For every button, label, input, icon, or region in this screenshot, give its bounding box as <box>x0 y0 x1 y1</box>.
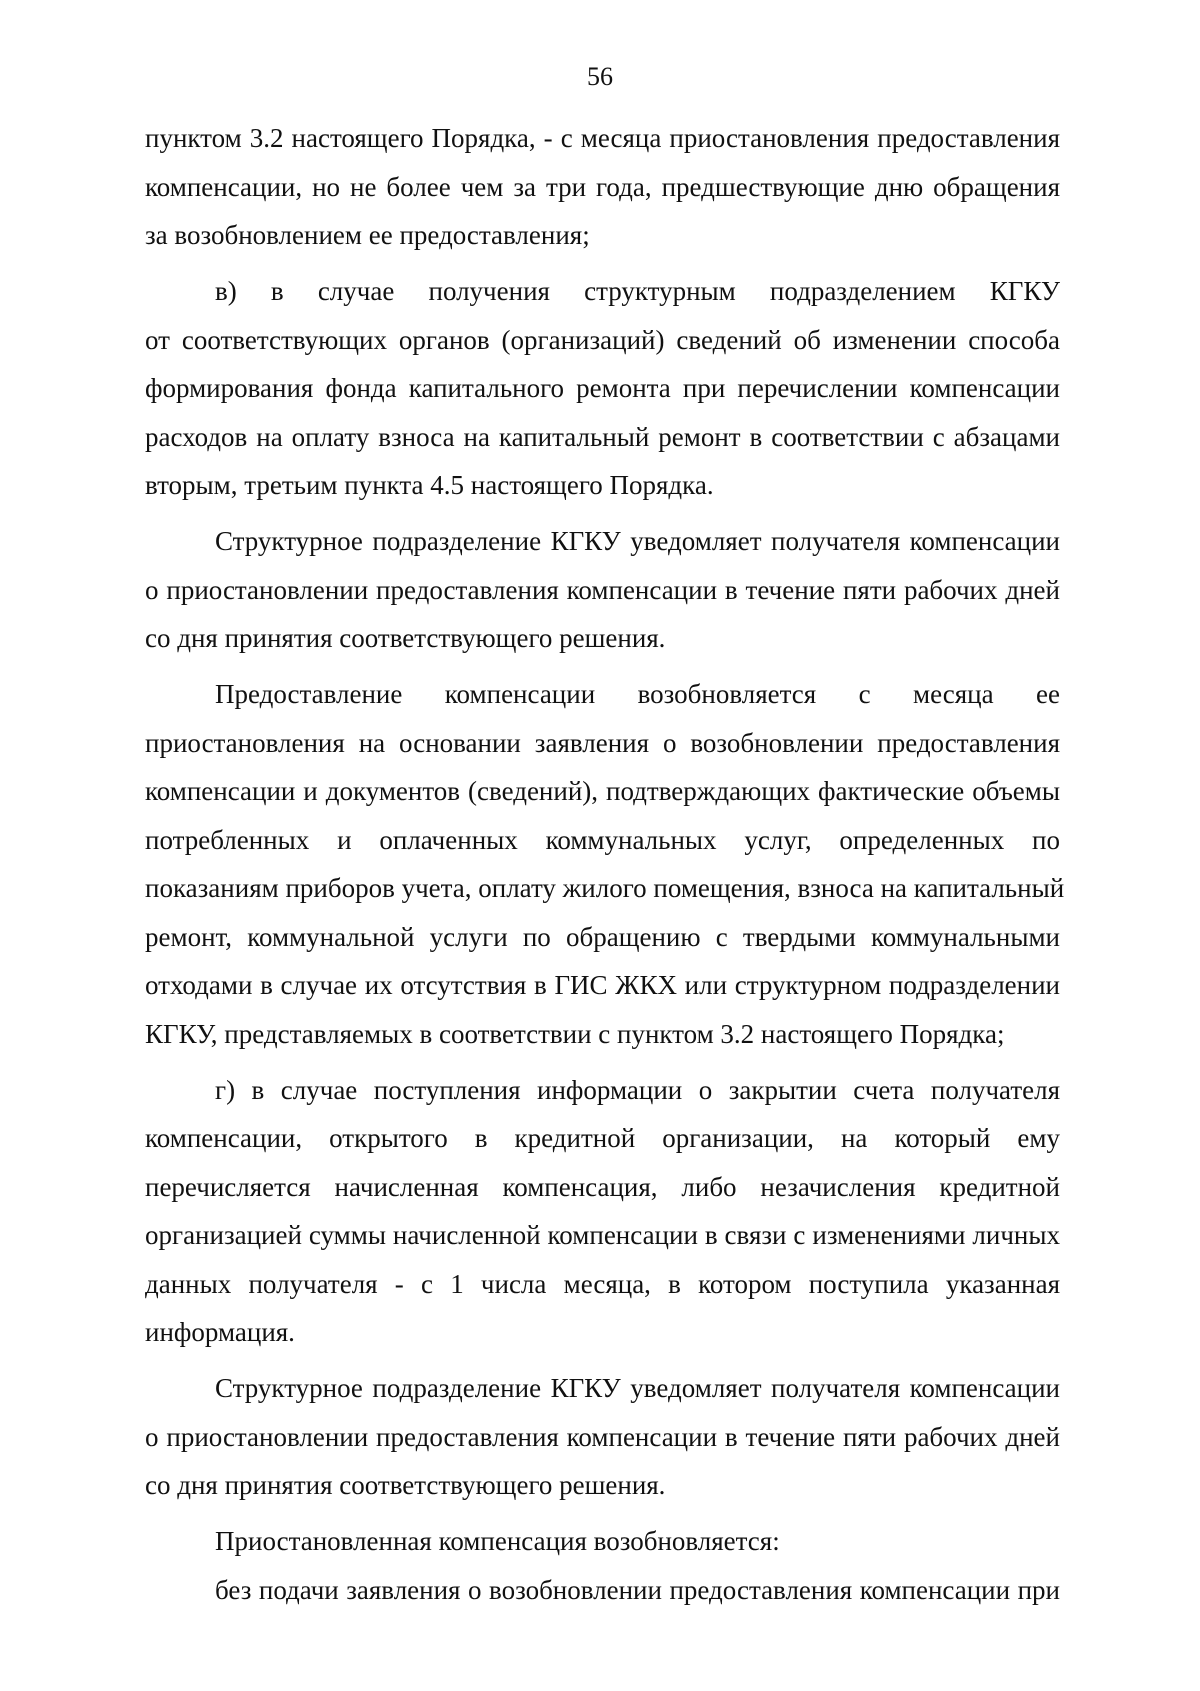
text-line: компенсации, открытого в кредитной организации, на который ему <box>145 1123 1060 1153</box>
text-line: о приостановлении предоставления компенсации в течение пяти рабочих дней <box>145 1421 1060 1452</box>
text-line: Предоставление компенсации возобновляется с месяца ее <box>215 679 1060 709</box>
text-line: пунктом 3.2 настоящего Порядка, - с месяца приостановления предоставления <box>145 123 1060 153</box>
text-line: информация. <box>145 1317 295 1347</box>
text-line: компенсации и документов (сведений), подтверждающих фактические объемы <box>145 776 1060 806</box>
text-line: Приостановленная компенсация возобновляется: <box>215 1526 780 1556</box>
text-line: формирования фонда капитального ремонта при перечислении компенсации <box>145 373 1060 403</box>
text-line: вторым, третьим пункта 4.5 настоящего Порядка. <box>145 470 714 500</box>
text-line: перечисляется начисленная компенсация, либо незачисления кредитной <box>145 1171 1060 1202</box>
text-line: от соответствующих органов (организаций) сведений об изменении способа <box>145 324 1060 355</box>
document-body <box>145 123 1065 1623</box>
text-line: о приостановлении предоставления компенсации в течение пяти рабочих дней <box>145 574 1060 605</box>
text-line: КГКУ, представляемых в соответствии с пунктом 3.2 настоящего Порядка; <box>145 1018 1005 1049</box>
text-line: за возобновлением ее предоставления; <box>145 220 590 250</box>
text-line: организацией суммы начисленной компенсации в связи с изменениями личных <box>145 1220 1060 1250</box>
page-number: 56 <box>587 62 613 91</box>
text-line: г) в случае поступления информации о закрытии счета получателя <box>215 1074 1060 1105</box>
text-line: показаниям приборов учета, оплату жилого помещения, взноса на капитальный <box>145 873 1065 903</box>
text-line: компенсации, но не более чем за три года, предшествующие дню обращения <box>145 171 1060 202</box>
text-line: Структурное подразделение КГКУ уведомляет получателя компенсации <box>215 526 1060 556</box>
text-line: со дня принятия соответствующего решения. <box>145 623 666 653</box>
text-line: со дня принятия соответствующего решения. <box>145 1470 666 1500</box>
text-line: отходами в случае их отсутствия в ГИС ЖКХ или структурном подразделении <box>145 970 1060 1000</box>
text-line: расходов на оплату взноса на капитальный ремонт в соответствии с абзацами <box>145 421 1060 452</box>
text-line: приостановления на основании заявления о возобновлении предоставления <box>145 727 1060 758</box>
text-line: данных получателя - с 1 числа месяца, в котором поступила указанная <box>145 1268 1060 1299</box>
text-line: Структурное подразделение КГКУ уведомляет получателя компенсации <box>215 1373 1060 1403</box>
text-line: потребленных и оплаченных коммунальных услуг, определенных по <box>145 824 1060 855</box>
text-line: ремонт, коммунальной услуги по обращению с твердыми коммунальными <box>145 921 1060 952</box>
text-line: без подачи заявления о возобновлении предоставления компенсации при <box>215 1574 1060 1605</box>
text-line: в) в случае получения структурным подразделением КГКУ <box>215 276 1060 306</box>
